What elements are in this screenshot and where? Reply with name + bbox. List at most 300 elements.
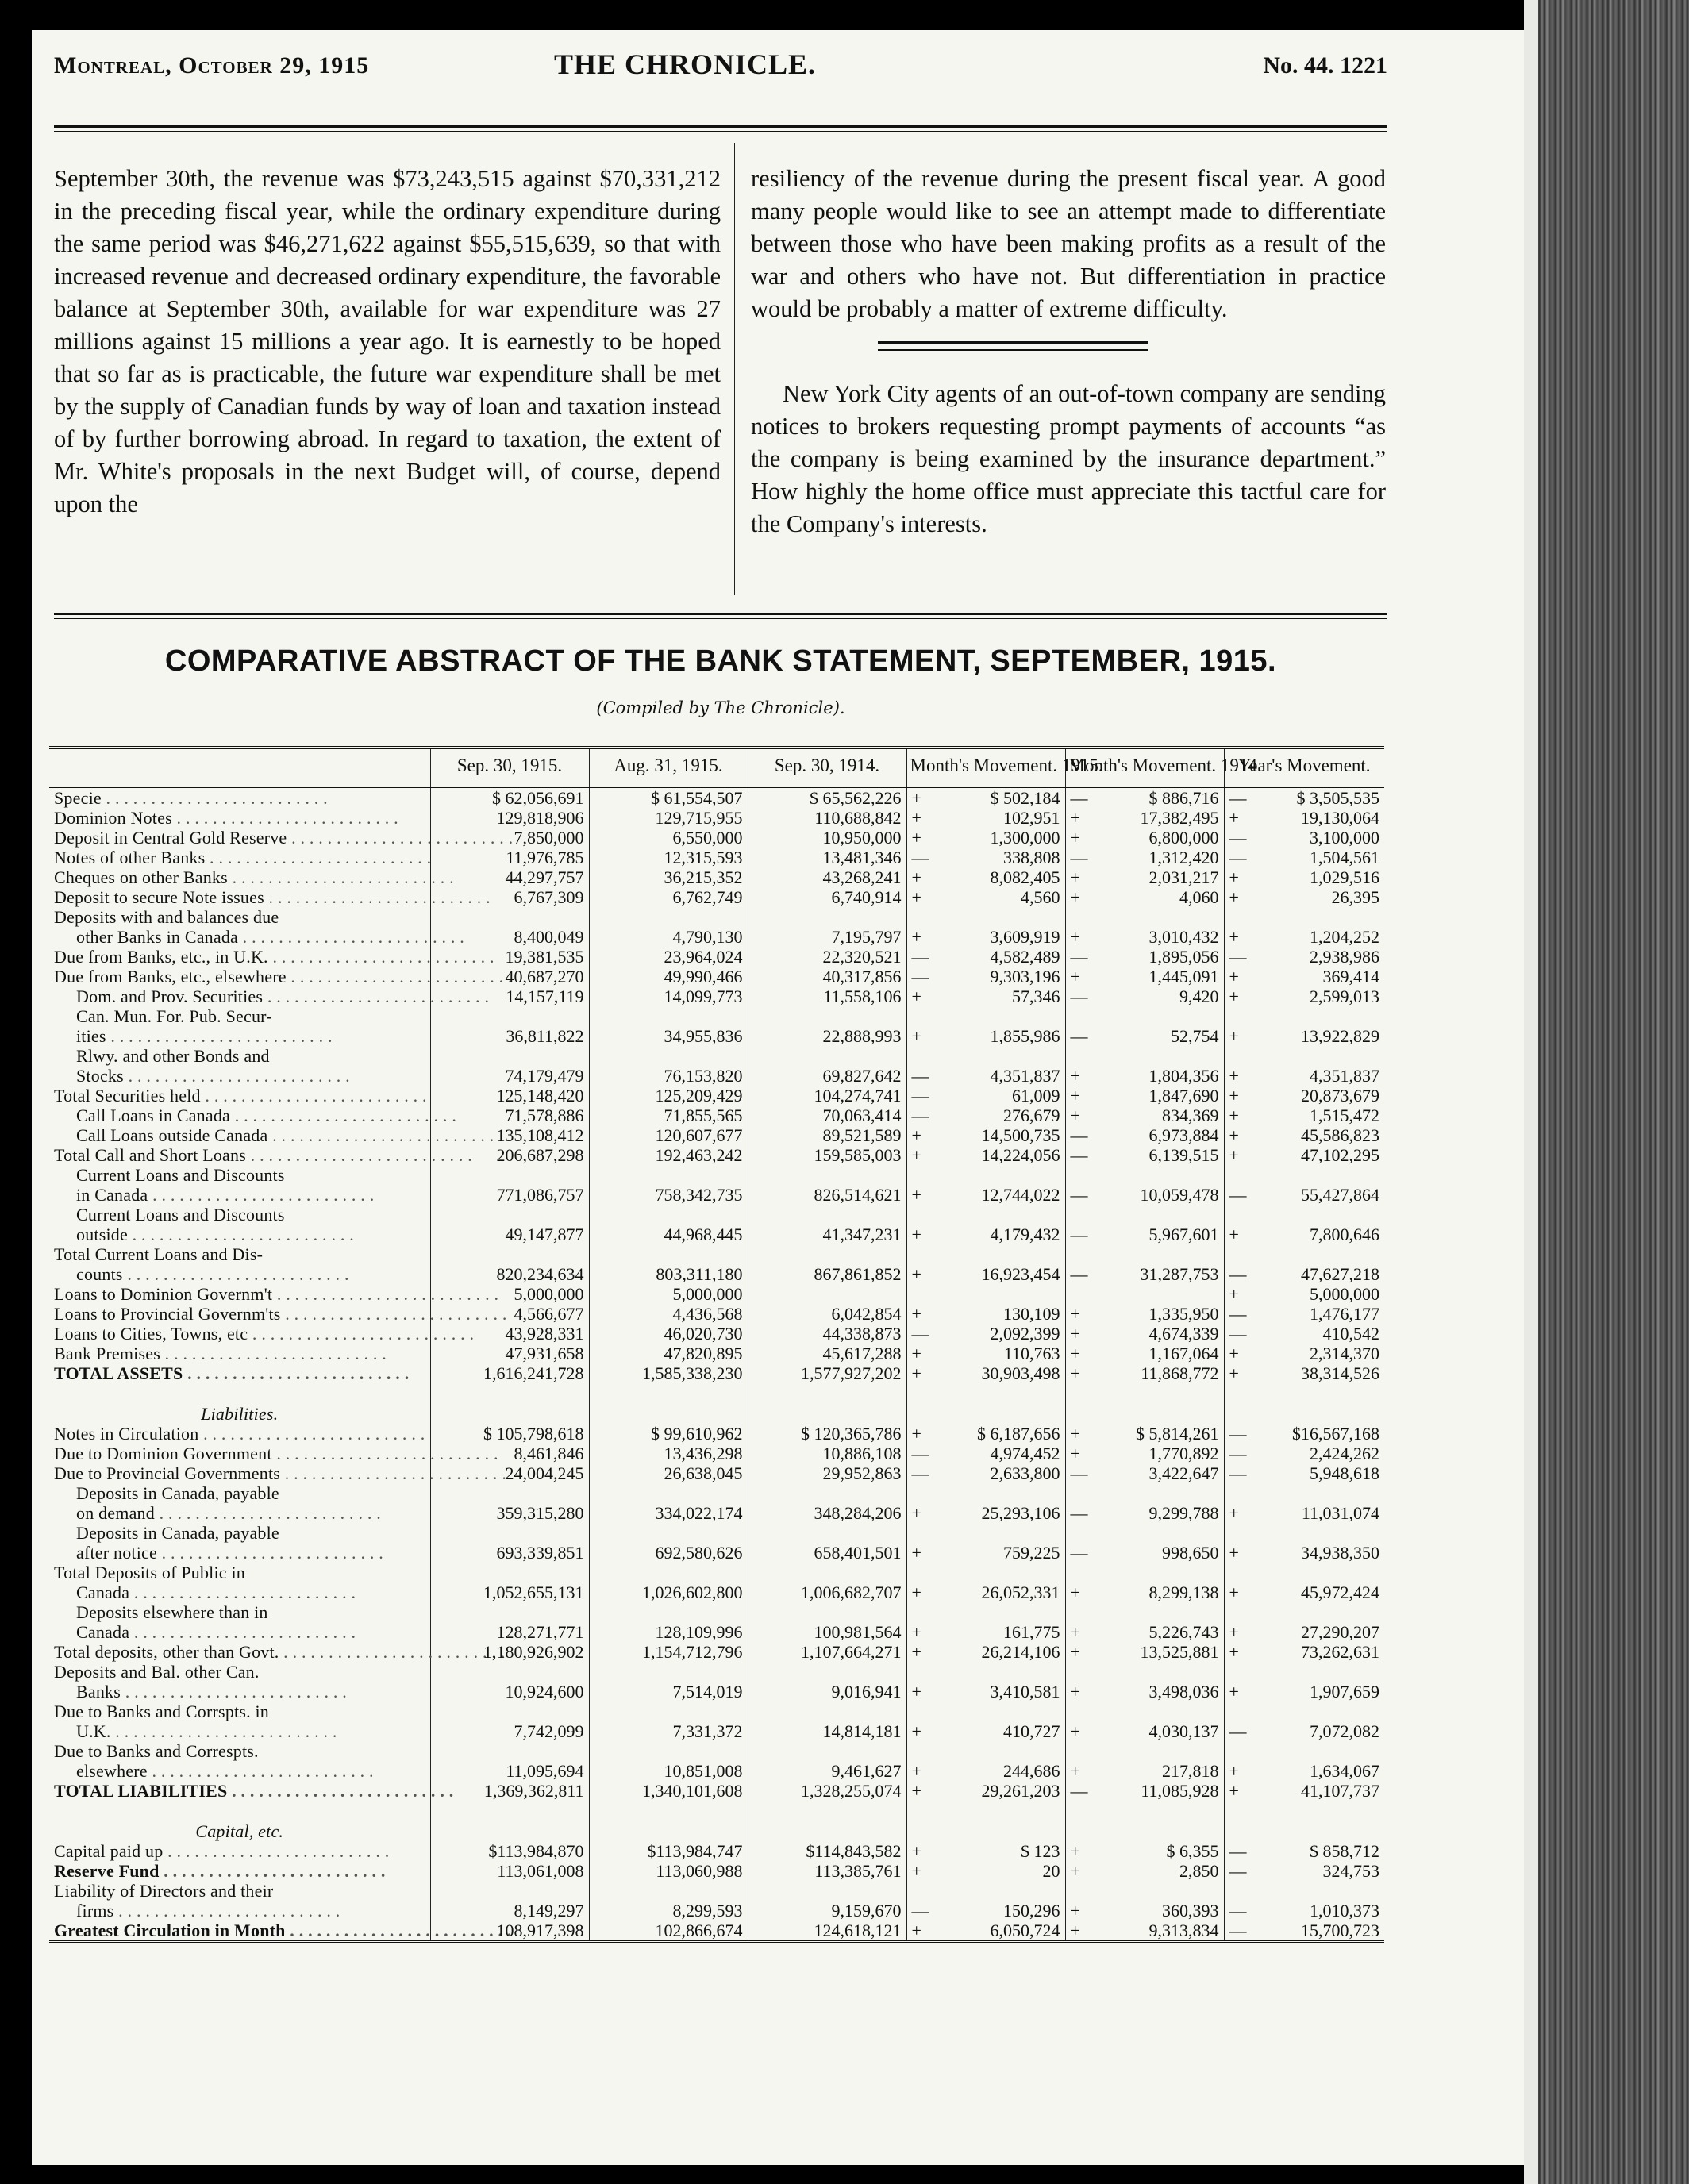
movement-sign: — [1229, 788, 1247, 808]
movement-value: 4,974,452 [990, 1444, 1060, 1463]
movement-value: $ 858,712 [1310, 1841, 1379, 1861]
value-cell-c1: 10,924,600 [430, 1662, 589, 1701]
row-label-line [54, 1105, 457, 1125]
movement-sign: + [1229, 927, 1239, 947]
value-cell-c2: 71,855,565 [589, 1105, 748, 1125]
movement-sign: + [911, 1761, 921, 1781]
movement-value: 7,072,082 [1310, 1721, 1379, 1741]
movement-cell-m2 [1065, 887, 1224, 907]
movement-cell-m1 [906, 1463, 1065, 1483]
movement-value: 27,290,207 [1301, 1622, 1379, 1642]
movement-cell-m2 [1065, 788, 1224, 809]
row-label-line [54, 986, 490, 1006]
right-column-para-1: resiliency of the revenue during the present fiscal year. A good many people would like to see an attempt made to differentiate between those who have been making profits as a result of the war and others who have not. But differentiation in practice would be probably a matter of extreme difficulty. [751, 165, 1386, 322]
table-row [49, 1086, 1384, 1105]
movement-value: $ 6,355 [1166, 1841, 1219, 1861]
table-row [49, 1444, 1384, 1463]
movement-cell-m1 [906, 1662, 1065, 1701]
movement-sign: + [911, 808, 921, 828]
movement-sign: — [1229, 1861, 1247, 1881]
movement-sign: — [911, 1105, 929, 1125]
article-end-rule [54, 613, 1387, 619]
row-label-text: Canada [76, 1622, 130, 1642]
movement-value: 1,770,892 [1148, 1444, 1219, 1463]
value-cell-c3: 41,347,231 [748, 1205, 906, 1244]
movement-value: 102,951 [1003, 808, 1060, 828]
leader-dots: . . . . . . . . . . . . . . . . . . . . . . . . . [159, 1861, 386, 1881]
table-row [49, 1284, 1384, 1304]
movement-value: 31,287,753 [1140, 1264, 1219, 1284]
movement-value: 998,650 [1162, 1543, 1219, 1563]
leader-dots: . . . . . . . . . . . . . . . . . . . . . . . . . [230, 1105, 457, 1125]
value-cell-c1: 71,578,886 [430, 1105, 589, 1125]
movement-sign: + [1070, 1841, 1080, 1861]
movement-cell-m3 [1224, 848, 1384, 867]
row-label [49, 808, 430, 828]
leader-dots: . . . . . . . . . . . . . . . . . . . . . . . . . [245, 1145, 472, 1165]
movement-value: 3,410,581 [990, 1682, 1060, 1701]
table-row [49, 1563, 1384, 1602]
movement-sign: + [1070, 1086, 1080, 1105]
movement-cell-m1 [906, 1881, 1065, 1921]
movement-value: 2,314,370 [1310, 1344, 1379, 1363]
row-label-line [54, 788, 425, 808]
movement-value: 29,261,203 [981, 1781, 1060, 1801]
empty-cell [589, 1399, 748, 1424]
movement-value: 34,938,350 [1301, 1543, 1379, 1563]
movement-sign: — [1229, 1185, 1247, 1205]
row-label-line [54, 1543, 425, 1563]
movement-sign: + [1229, 1761, 1239, 1781]
movement-sign: + [1229, 1086, 1239, 1105]
header-dateline: Montreal, October 29, 1915 [54, 52, 370, 79]
value-cell-c2: 47,820,895 [589, 1344, 748, 1363]
movement-value: 6,139,515 [1148, 1145, 1219, 1165]
movement-sign: — [1229, 1444, 1247, 1463]
row-label-line [54, 867, 454, 887]
movement-sign: — [1070, 788, 1088, 808]
movement-sign: — [1070, 1264, 1088, 1284]
row-label-line [54, 1682, 425, 1701]
row-label [49, 1006, 430, 1046]
row-label-line [54, 1284, 499, 1304]
movement-cell-m1 [906, 1324, 1065, 1344]
movement-cell-m1 [906, 1602, 1065, 1642]
row-label-line [54, 1185, 425, 1205]
row-label-text: Bank Premises [54, 1344, 160, 1363]
movement-cell-m1 [906, 1781, 1065, 1801]
movement-cell-m2 [1065, 1563, 1224, 1602]
movement-cell-m2 [1065, 1145, 1224, 1165]
movement-sign: + [1229, 1363, 1239, 1383]
value-cell-c1: 4,566,677 [430, 1304, 589, 1324]
value-cell-c3: 22,320,521 [748, 947, 906, 967]
value-cell-c3: 69,827,642 [748, 1046, 906, 1086]
row-label-line [54, 1901, 425, 1921]
movement-value: 5,967,601 [1148, 1225, 1219, 1244]
leader-dots: . . . . . . . . . . . . . . . . . . . . . . . . . [248, 1324, 475, 1344]
value-cell-c2: 44,968,445 [589, 1205, 748, 1244]
header-sep-1915: Sep. 30, 1915. [430, 748, 589, 788]
value-cell-c2: 7,331,372 [589, 1701, 748, 1741]
value-cell-c3: 1,577,927,202 [748, 1363, 906, 1383]
spacer-cell [430, 1383, 589, 1399]
movement-sign: + [1070, 927, 1080, 947]
row-label-line [54, 1622, 425, 1642]
row-label-line [54, 1563, 425, 1582]
value-cell-c2: 6,550,000 [589, 828, 748, 848]
row-label-line [54, 1205, 425, 1225]
movement-value: 15,700,723 [1301, 1921, 1379, 1940]
row-label-text: Deposits in Canada, payable [76, 1523, 279, 1543]
leader-dots: . . . . . . . . . . . . . . . . . . . . . . . . . [237, 927, 464, 947]
movement-sign: + [911, 1682, 921, 1701]
row-label-line [54, 808, 425, 828]
row-label-text: Deposit in Central Gold Reserve [54, 828, 287, 848]
row-label [49, 848, 430, 867]
movement-cell-m2 [1065, 1781, 1224, 1801]
leader-dots: . . . . . . . . . . . . . . . . . . . . . . . . . [127, 1225, 354, 1244]
value-cell-c2: 120,607,677 [589, 1125, 748, 1145]
movement-sign: + [911, 1363, 921, 1383]
table-row [49, 1145, 1384, 1165]
movement-cell-m1 [906, 1105, 1065, 1125]
movement-cell-m1 [906, 1483, 1065, 1523]
movement-sign: + [911, 1185, 921, 1205]
row-label-text: Notes in Circulation [54, 1424, 199, 1444]
table-row [49, 828, 1384, 848]
movement-cell-m2 [1065, 1921, 1224, 1942]
movement-cell-m3 [1224, 1523, 1384, 1563]
movement-value: 1,445,091 [1148, 967, 1219, 986]
row-label [49, 1701, 430, 1741]
movement-sign: — [911, 1463, 929, 1483]
movement-sign: + [1070, 887, 1080, 907]
movement-cell-m2 [1065, 1701, 1224, 1741]
row-label [49, 907, 464, 947]
row-label-line [54, 1463, 507, 1483]
row-label-line [54, 1861, 425, 1881]
movement-cell-m2 [1065, 1165, 1224, 1205]
movement-cell-m1 [906, 1344, 1065, 1363]
movement-cell-m3 [1224, 1244, 1384, 1284]
movement-value: 13,525,881 [1140, 1642, 1219, 1662]
movement-cell-m3 [1224, 1741, 1384, 1781]
leader-dots: . . . . . . . . . . . . . . . . . . . . . . . . . [183, 1363, 410, 1383]
movement-sign: — [1229, 1304, 1247, 1324]
movement-value: 1,312,420 [1148, 848, 1219, 867]
movement-value: 17,382,495 [1140, 808, 1219, 828]
row-label [49, 788, 430, 809]
leader-dots: . . . . . . . . . . . . . . . . . . . . . . . . . [101, 788, 328, 808]
row-label-text: Call Loans in Canada [76, 1105, 231, 1125]
movement-sign: — [1070, 1026, 1088, 1046]
value-cell-c3: 6,042,854 [748, 1304, 906, 1324]
movement-value: 4,351,837 [990, 1066, 1060, 1086]
row-label-line [54, 1761, 425, 1781]
table-header-row [49, 748, 1384, 788]
value-cell-c1: 43,928,331 [430, 1324, 589, 1344]
movement-value: 4,351,837 [1310, 1066, 1379, 1086]
row-label-line [54, 1582, 425, 1602]
movement-cell-m3 [1224, 1145, 1384, 1165]
movement-value: 1,895,056 [1148, 947, 1219, 967]
value-cell-c2: 8,299,593 [589, 1881, 748, 1921]
table-row [49, 1046, 1384, 1086]
value-cell-c3: 826,514,621 [748, 1165, 906, 1205]
value-cell-c1: 8,461,846 [430, 1444, 589, 1463]
movement-value: 5,948,618 [1310, 1463, 1379, 1483]
movement-value: 47,102,295 [1301, 1145, 1379, 1165]
row-label [49, 1046, 430, 1086]
movement-cell-m2 [1065, 1463, 1224, 1483]
movement-sign: + [1070, 1861, 1080, 1881]
leader-dots: . . . . . . . . . . . . . . . . . . . . . . . . . [205, 848, 432, 867]
leader-dots: . . . . . . . . . . . . . . . . . . . . . . . . . [154, 1503, 381, 1523]
movement-value: 1,907,659 [1310, 1682, 1379, 1701]
value-cell-c3: 44,338,873 [748, 1324, 906, 1344]
movement-value: 11,868,772 [1141, 1363, 1219, 1383]
movement-cell-m3 [1224, 1921, 1384, 1942]
movement-value: 12,744,022 [981, 1185, 1060, 1205]
row-label-text: Due from Banks, etc., elsewhere [54, 967, 287, 986]
row-label [49, 1205, 430, 1244]
value-cell-c1: 47,931,658 [430, 1344, 589, 1363]
movement-cell-m2 [1065, 1424, 1224, 1444]
table-row [49, 1424, 1384, 1444]
movement-cell-m3 [1224, 1006, 1384, 1046]
table-row [49, 986, 1384, 1006]
movement-cell-m1 [906, 1841, 1065, 1861]
row-label [49, 1861, 430, 1881]
table-row [49, 1881, 1384, 1921]
row-label [49, 1483, 430, 1523]
value-cell-c1: 359,315,280 [430, 1483, 589, 1523]
movement-sign: — [1229, 947, 1247, 967]
movement-value: 9,303,196 [990, 967, 1060, 986]
leader-dots: . . . . . . . . . . . . . . . . . . . . . . . . . [267, 947, 494, 967]
header-rule [54, 125, 1387, 132]
leader-dots: . . . . . . . . . . . . . . . . . . . . . . . . . [129, 1622, 356, 1642]
table-row [49, 788, 1384, 809]
leader-dots: . . . . . . . . . . . . . . . . . . . . . . . . . [148, 1185, 375, 1205]
value-cell-c1: $ 62,056,691 [430, 788, 589, 809]
leader-dots: . . . . . . . . . . . . . . . . . . . . . . . . . [106, 1026, 333, 1046]
value-cell-c2: 1,026,602,800 [589, 1563, 748, 1602]
movement-sign: — [1070, 1145, 1088, 1165]
row-label-text: Current Loans and Discounts [76, 1165, 285, 1185]
movement-cell-m2 [1065, 1304, 1224, 1324]
row-label-line [54, 1304, 507, 1324]
value-cell-c2: 76,153,820 [589, 1046, 748, 1086]
movement-value: 45,586,823 [1301, 1125, 1379, 1145]
row-label-text: Canada [76, 1582, 130, 1602]
movement-sign: — [1070, 1503, 1088, 1523]
row-label-text: Due to Banks and Corrspts. in [54, 1701, 270, 1721]
row-label-text: counts [76, 1264, 123, 1284]
movement-value: 8,082,405 [990, 867, 1060, 887]
row-label-line [54, 1006, 425, 1026]
movement-cell-m1 [906, 986, 1065, 1006]
leader-dots: . . . . . . . . . . . . . . . . . . . . . . . . . [171, 808, 398, 828]
table-row [49, 1741, 1384, 1781]
movement-value: 20 [1042, 1861, 1060, 1881]
header-month-movement-1915: Month's Movement. 1915. [906, 748, 1065, 788]
value-cell-c3: 1,006,682,707 [748, 1563, 906, 1602]
movement-value: 1,855,986 [990, 1026, 1060, 1046]
row-label-line [54, 1165, 425, 1185]
row-label-text: Deposits and Bal. other Can. [54, 1662, 260, 1682]
right-column-para-2: New York City agents of an out-of-town company are sending notices to brokers requesting prompt payments of accounts “as the company is being examined by the insurance department.” How highly the home office must appreciate this tactful care for the Company's interests. [751, 380, 1386, 537]
movement-cell-m1 [906, 1701, 1065, 1741]
value-cell-c2: $ 61,554,507 [589, 788, 748, 809]
movement-cell-m2 [1065, 867, 1224, 887]
movement-value: 9,299,788 [1148, 1503, 1219, 1523]
movement-cell-m3 [1224, 1841, 1384, 1861]
movement-sign: + [1229, 1284, 1239, 1304]
empty-cell [748, 1817, 906, 1841]
movement-cell-m2 [1065, 1841, 1224, 1861]
value-cell-c1: 11,976,785 [430, 848, 589, 867]
table-row [49, 1344, 1384, 1363]
table-row [49, 967, 1384, 986]
movement-sign: + [1070, 867, 1080, 887]
movement-value: 1,515,472 [1310, 1105, 1379, 1125]
value-cell-c3 [748, 1284, 906, 1304]
movement-value: 338,808 [1003, 848, 1060, 867]
movement-value: 410,727 [1003, 1721, 1060, 1741]
value-cell-c3: 1,107,664,271 [748, 1642, 906, 1662]
leader-dots: . . . . . . . . . . . . . . . . . . . . . . . . . [263, 986, 490, 1006]
row-label-text: Cheques on other Banks [54, 867, 228, 887]
value-cell-c2: $ 99,610,962 [589, 1424, 748, 1444]
movement-sign: — [911, 1066, 929, 1086]
value-cell-c3: 10,886,108 [748, 1444, 906, 1463]
movement-cell-m2 [1065, 1363, 1224, 1383]
movement-sign: + [911, 1622, 921, 1642]
movement-cell-m1 [906, 867, 1065, 887]
column-divider [734, 143, 735, 595]
value-cell-c3: 9,016,941 [748, 1662, 906, 1701]
movement-cell-m1 [906, 1563, 1065, 1602]
row-label [49, 1086, 430, 1105]
row-label-line [54, 1741, 425, 1761]
value-cell-c2: 692,580,626 [589, 1523, 748, 1563]
movement-cell-m3 [1224, 828, 1384, 848]
row-label [49, 1662, 430, 1701]
leader-dots: . . . . . . . . . . . . . . . . . . . . . . . . . [110, 1721, 337, 1741]
movement-value: 55,427,864 [1301, 1185, 1379, 1205]
movement-value: 1,476,177 [1310, 1304, 1379, 1324]
movement-sign: + [911, 1543, 921, 1563]
movement-value: 30,903,498 [981, 1363, 1060, 1383]
value-cell-c2: 4,436,568 [589, 1304, 748, 1324]
row-label-text: Can. Mun. For. Pub. Secur- [76, 1006, 272, 1026]
value-cell-c1: 108,917,398 [430, 1921, 589, 1942]
movement-cell-m1 [906, 1523, 1065, 1563]
movement-sign: + [1070, 1642, 1080, 1662]
row-label-text: Total Current Loans and Dis- [54, 1244, 264, 1264]
leader-dots: . . . . . . . . . . . . . . . . . . . . . . . . . [280, 1304, 507, 1324]
empty-cell [1224, 1817, 1384, 1841]
movement-sign: + [911, 887, 921, 907]
table-row [49, 867, 1384, 887]
value-cell-c2: 46,020,730 [589, 1324, 748, 1344]
row-label-text: Specie [54, 788, 102, 808]
row-label-text: Banks [76, 1682, 121, 1701]
movement-cell-m1 [906, 788, 1065, 809]
leader-dots: . . . . . . . . . . . . . . . . . . . . . . . . . [163, 1841, 390, 1861]
leader-dots: . . . . . . . . . . . . . . . . . . . . . . . . . [285, 1921, 512, 1940]
movement-value: 73,262,631 [1301, 1642, 1379, 1662]
movement-cell-m1 [906, 1165, 1065, 1205]
movement-value: 4,060 [1179, 887, 1219, 907]
row-label-text: Dom. and Prov. Securities [76, 986, 264, 1006]
table-row [49, 947, 1384, 967]
movement-value: 6,050,724 [990, 1921, 1060, 1940]
movement-value: 2,092,399 [990, 1324, 1060, 1344]
movement-value: $ 886,716 [1148, 788, 1219, 808]
movement-value: 45,972,424 [1301, 1582, 1379, 1602]
row-label-text: Total deposits, other than Govt. [54, 1642, 279, 1662]
value-cell-c3: 9,461,627 [748, 1741, 906, 1781]
value-cell-c1: $ 105,798,618 [430, 1424, 589, 1444]
value-cell-c1: 49,147,877 [430, 1205, 589, 1244]
movement-cell-m2 [1065, 808, 1224, 828]
movement-sign: + [911, 1264, 921, 1284]
movement-value: 2,599,013 [1310, 986, 1379, 1006]
row-label-line [54, 1523, 425, 1543]
movement-sign: + [911, 788, 921, 808]
value-cell-c1: 125,148,420 [430, 1086, 589, 1105]
table-row [49, 1205, 1384, 1244]
header-aug-1915: Aug. 31, 1915. [589, 748, 748, 788]
movement-sign: + [1070, 1761, 1080, 1781]
row-label-line [54, 1324, 475, 1344]
value-cell-c2: 4,790,130 [589, 907, 748, 947]
movement-cell-m3 [1224, 1125, 1384, 1145]
row-label-text: Liability of Directors and their [54, 1881, 274, 1901]
movement-sign: + [911, 1424, 921, 1444]
movement-value: 4,582,489 [990, 947, 1060, 967]
movement-value: $ 502,184 [990, 788, 1060, 808]
header-month-movement-1914: Month's Movement. 1914. [1065, 748, 1224, 788]
movement-sign: — [911, 848, 929, 867]
leader-dots: . . . . . . . . . . . . . . . . . . . . . . . . . [156, 1543, 383, 1563]
value-cell-c1: 6,767,309 [430, 887, 589, 907]
row-label-text: firms [76, 1901, 114, 1921]
movement-value: 276,679 [1003, 1105, 1060, 1125]
movement-sign: + [911, 1026, 921, 1046]
value-cell-c2: 128,109,996 [589, 1602, 748, 1642]
row-label [49, 1363, 430, 1383]
movement-cell-m1 [906, 1642, 1065, 1662]
movement-sign: + [1070, 828, 1080, 848]
movement-sign: + [911, 1582, 921, 1602]
movement-sign: + [911, 1721, 921, 1741]
value-cell-c2: 1,340,101,608 [589, 1781, 748, 1801]
movement-value: 1,300,000 [990, 828, 1060, 848]
movement-sign: + [1070, 1304, 1080, 1324]
row-label-line [54, 887, 491, 907]
row-label-line [54, 907, 425, 927]
movement-value: 26,395 [1331, 887, 1379, 907]
movement-sign: — [911, 967, 929, 986]
row-label-text: Due to Banks and Correspts. [54, 1741, 259, 1761]
value-cell-c1: 128,271,771 [430, 1602, 589, 1642]
value-cell-c3: 867,861,852 [748, 1244, 906, 1284]
spacer-cell [1224, 1801, 1384, 1817]
